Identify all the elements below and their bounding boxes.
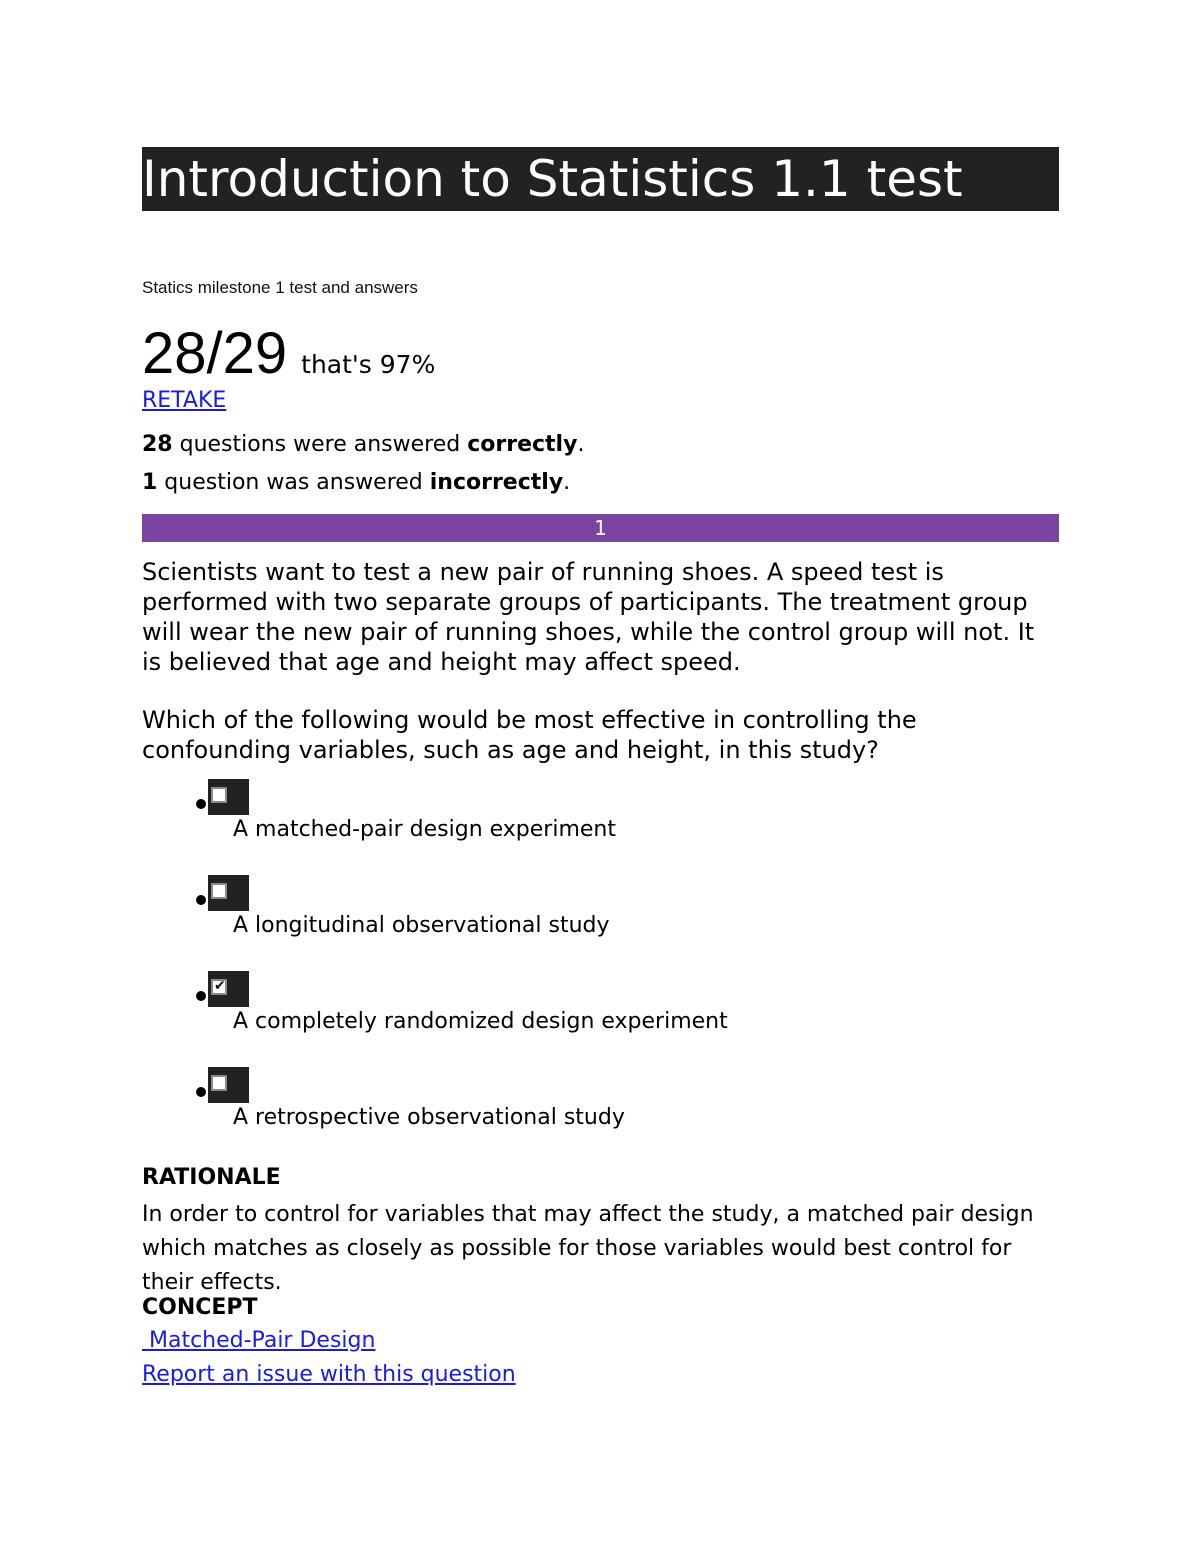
correct-count: 28 [142, 432, 173, 457]
correct-word: correctly [467, 432, 578, 457]
option-label: A retrospective observational study [233, 1105, 625, 1130]
question-number-bar: 1 [142, 514, 1059, 542]
answer-option[interactable] [196, 779, 896, 859]
bullet-icon [196, 799, 206, 809]
bullet-icon [196, 1087, 206, 1097]
incorrect-text: question was answered [157, 470, 430, 495]
page-subtitle: Statics milestone 1 test and answers [142, 278, 418, 297]
incorrect-summary [142, 470, 570, 495]
correct-text: questions were answered [172, 432, 468, 457]
report-issue-link[interactable]: Report an issue with this question [142, 1362, 516, 1387]
unchecked-checkbox[interactable] [211, 883, 227, 899]
score-fraction: 28/29 [142, 321, 288, 386]
answer-option[interactable] [196, 875, 896, 955]
answer-option[interactable] [196, 1067, 896, 1147]
checkbox-frame [208, 1067, 249, 1103]
bullet-icon [196, 895, 206, 905]
checkbox-frame [208, 779, 249, 815]
question-ask: Which of the following would be most effective in controlling the confounding variables, such as age and height, in this study? [142, 706, 917, 764]
option-label: A matched-pair design experiment [233, 817, 616, 842]
option-label: A longitudinal observational study [233, 913, 610, 938]
answer-option[interactable] [196, 971, 896, 1051]
score-summary [142, 318, 435, 390]
bullet-icon [196, 991, 206, 1001]
correct-summary [142, 432, 584, 457]
incorrect-period: . [563, 470, 571, 495]
unchecked-checkbox[interactable] [211, 787, 227, 803]
incorrect-count: 1 [142, 470, 158, 495]
question-prompt: Scientists want to test a new pair of running shoes. A speed test is performed with two separate groups of participants. The treatment group will wear the new pair of running shoes, while the control group will not. It is believed that age and height may affect speed. [142, 558, 1035, 676]
unchecked-checkbox[interactable] [211, 1075, 227, 1091]
rationale-text: In order to control for variables that may affect the study, a matched pair design which matches as closely as possible for those variables would best control for their effects. [142, 1202, 1034, 1295]
concept-link[interactable]: Matched-Pair Design [142, 1328, 376, 1353]
correct-period: . [577, 432, 585, 457]
score-percent: that's 97% [301, 350, 436, 379]
concept-heading: CONCEPT [142, 1295, 258, 1320]
rationale-heading: RATIONALE [142, 1165, 281, 1190]
retake-link[interactable]: RETAKE [142, 388, 227, 413]
page-title: Introduction to Statistics 1.1 test [142, 147, 1059, 211]
checked-checkbox[interactable] [211, 979, 227, 995]
incorrect-word: incorrectly [429, 470, 564, 495]
checkbox-frame [208, 875, 249, 911]
checkmark-icon: ✔ [214, 978, 226, 994]
option-label: A completely randomized design experiment [233, 1009, 728, 1034]
checkbox-frame [208, 971, 249, 1007]
